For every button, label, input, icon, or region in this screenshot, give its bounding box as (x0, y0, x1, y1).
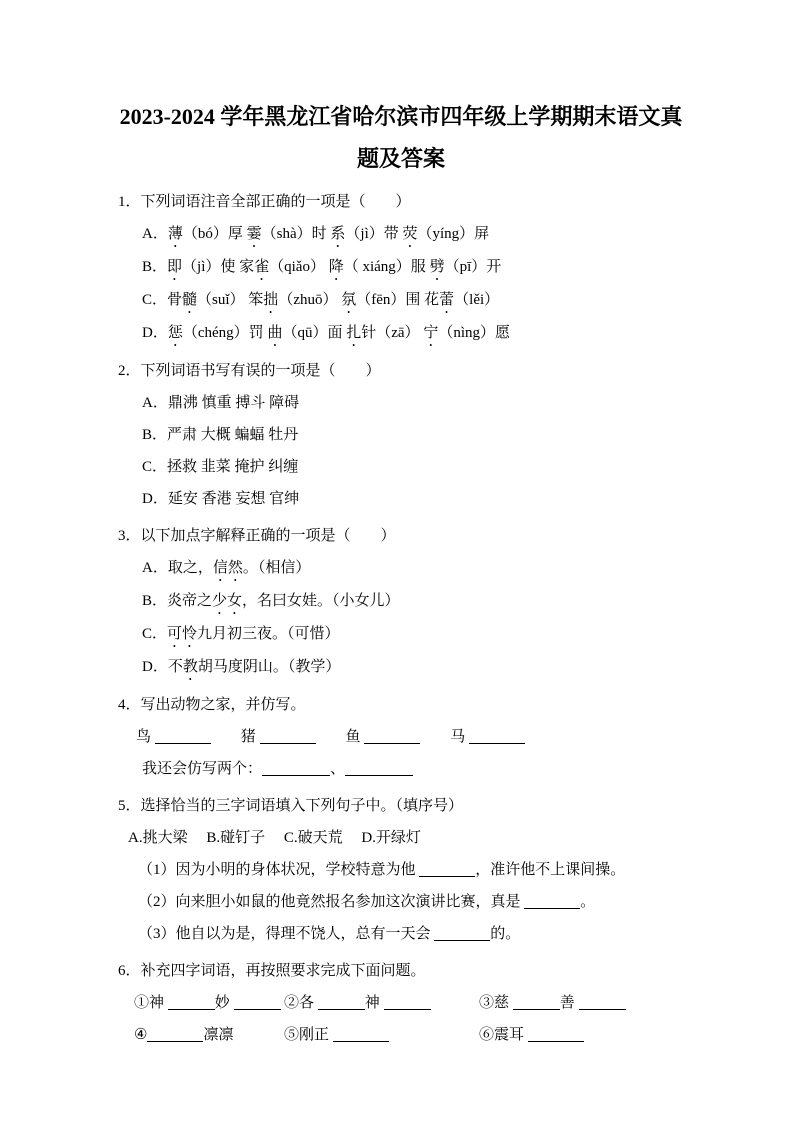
answer-blank (168, 994, 215, 1010)
question-6-item-2: ②各 神 (284, 987, 479, 1019)
answer-blank (260, 728, 316, 744)
emphasized-text: 惩 (167, 325, 183, 341)
question-2-stem: 2．下列词语书写有误的一项是（ ） (118, 363, 381, 379)
answer-blank (528, 1026, 584, 1042)
answer-blank (155, 728, 211, 744)
answer-blank (384, 994, 431, 1010)
question-4-fill-line: 鸟 猪 鱼 马 (118, 721, 681, 753)
emphasized-text: 荧 (402, 226, 418, 242)
question-1-option-b: B．即（jì）使 家雀（qiǎo） 降（ xiáng）服 劈（pī）开 (142, 259, 502, 275)
question-6-item-4: ④ 凛凛 (134, 1027, 234, 1043)
question-2-option-a: A．鼎沸 慎重 搏斗 障碍 (142, 395, 300, 411)
question-6-item-3: ③慈 善 (479, 987, 681, 1019)
question-3-option-b: B．炎帝之少女，名曰女娃。（小女儿） (142, 593, 400, 609)
answer-blank (318, 994, 365, 1010)
question-6-item-6: ⑥震耳 (479, 1019, 681, 1051)
question-2-option-d: D．延安 香港 妄想 官绅 (142, 491, 300, 507)
question-3-option-c: C．可怜九月初三夜。（可惜） (142, 626, 340, 642)
emphasized-text: 宁 (423, 325, 439, 341)
question-4-stem: 4．写出动物之家，并仿写。 (118, 697, 306, 713)
emphasized-text: 少女 (212, 593, 243, 609)
question-5-sentence-1: （1）因为小明的身体状况，学校特意为他 ，准许他不上课间操。 (138, 862, 626, 878)
question-3 (118, 520, 681, 684)
question-1-option-c: C．骨髓（suǐ） 笨拙（zhuō） 氛（fēn）围 花蕾（lěi） (142, 292, 500, 308)
question-5-stem: 5．选择恰当的三字词语填入下列句子中。（填序号） (118, 798, 464, 814)
question-2-option-b: B．严肃 大概 蝙蝠 牡丹 (142, 427, 299, 443)
answer-blank (333, 1026, 389, 1042)
answer-blank (262, 760, 330, 776)
question-3-option-a: A．取之，信然。（相信） (142, 560, 311, 576)
question-6-item-1: ①神 妙 (134, 987, 284, 1019)
emphasized-text: 蕾 (439, 292, 455, 308)
emphasized-text: 降 (328, 259, 344, 275)
emphasized-text: 雀 (254, 259, 270, 275)
question-1-option-d: D．惩（chéng）罚 曲（qū）面 扎针（zā） 宁（nìng）愿 (142, 325, 510, 341)
answer-blank (579, 994, 626, 1010)
question-5-word-bank: A.挑大梁 B.碰钉子 C.破天荒 D.开绿灯 (128, 830, 421, 846)
question-6-stem: 6．补充四字词语，再按照要求完成下面问题。 (118, 963, 426, 979)
answer-blank (434, 925, 490, 941)
answer-blank (419, 861, 475, 877)
question-4-imitate-line: 我还会仿写两个： 、 (118, 753, 681, 785)
answer-blank (364, 728, 420, 744)
emphasized-text: 劈 (429, 259, 445, 275)
answer-blank (524, 893, 580, 909)
emphasized-text: 氛 (341, 292, 357, 308)
question-2-option-c: C．拯救 韭菜 掩护 纠缠 (142, 459, 299, 475)
question-1-stem: 1．下列词语注音全部正确的一项是（ ） (118, 194, 411, 210)
answer-blank (147, 1026, 203, 1042)
question-6-row-2 (118, 1019, 681, 1051)
emphasized-text: 信然 (212, 560, 243, 576)
emphasized-text: 扎 (346, 325, 362, 341)
answer-blank (345, 760, 413, 776)
question-5-sentence-2: （2）向来胆小如鼠的他竟然报名参加这次演讲比赛，真是 。 (138, 894, 596, 910)
answer-blank (469, 728, 525, 744)
emphasized-text: 系 (330, 226, 346, 242)
answer-blank (513, 994, 560, 1010)
answer-blank (234, 994, 281, 1010)
question-6-item-5: ⑤刚正 (284, 1019, 479, 1051)
emphasized-text: 教 (182, 659, 198, 675)
question-3-option-d: D．不教胡马度阴山。（教学） (142, 659, 341, 675)
emphasized-text: 髓 (182, 292, 198, 308)
question-5 (118, 790, 681, 950)
question-3-stem: 3．以下加点字解释正确的一项是（ ） (118, 528, 396, 544)
emphasized-text: 曲 (267, 325, 283, 341)
emphasized-text: 薄 (167, 226, 183, 242)
question-4 (118, 689, 681, 785)
question-5-sentence-3: （3）他自以为是，得理不饶人，总有一天会 的。 (138, 926, 521, 942)
question-6-row-1 (118, 987, 681, 1019)
emphasized-text: 霎 (246, 226, 262, 242)
question-1 (118, 186, 681, 350)
emphasized-text: 即 (167, 259, 183, 275)
emphasized-text: 可怜 (167, 626, 198, 642)
emphasized-text: 拙 (263, 292, 279, 308)
question-1-option-a: A．薄（bó）厚 霎（shà）时 系（jì）带 荧（yíng）屏 (142, 226, 490, 242)
page-title: 2023-2024 学年黑龙江省哈尔滨市四年级上学期期末语文真题及答案 (119, 104, 683, 171)
question-6 (118, 955, 681, 1051)
question-2 (118, 355, 681, 515)
